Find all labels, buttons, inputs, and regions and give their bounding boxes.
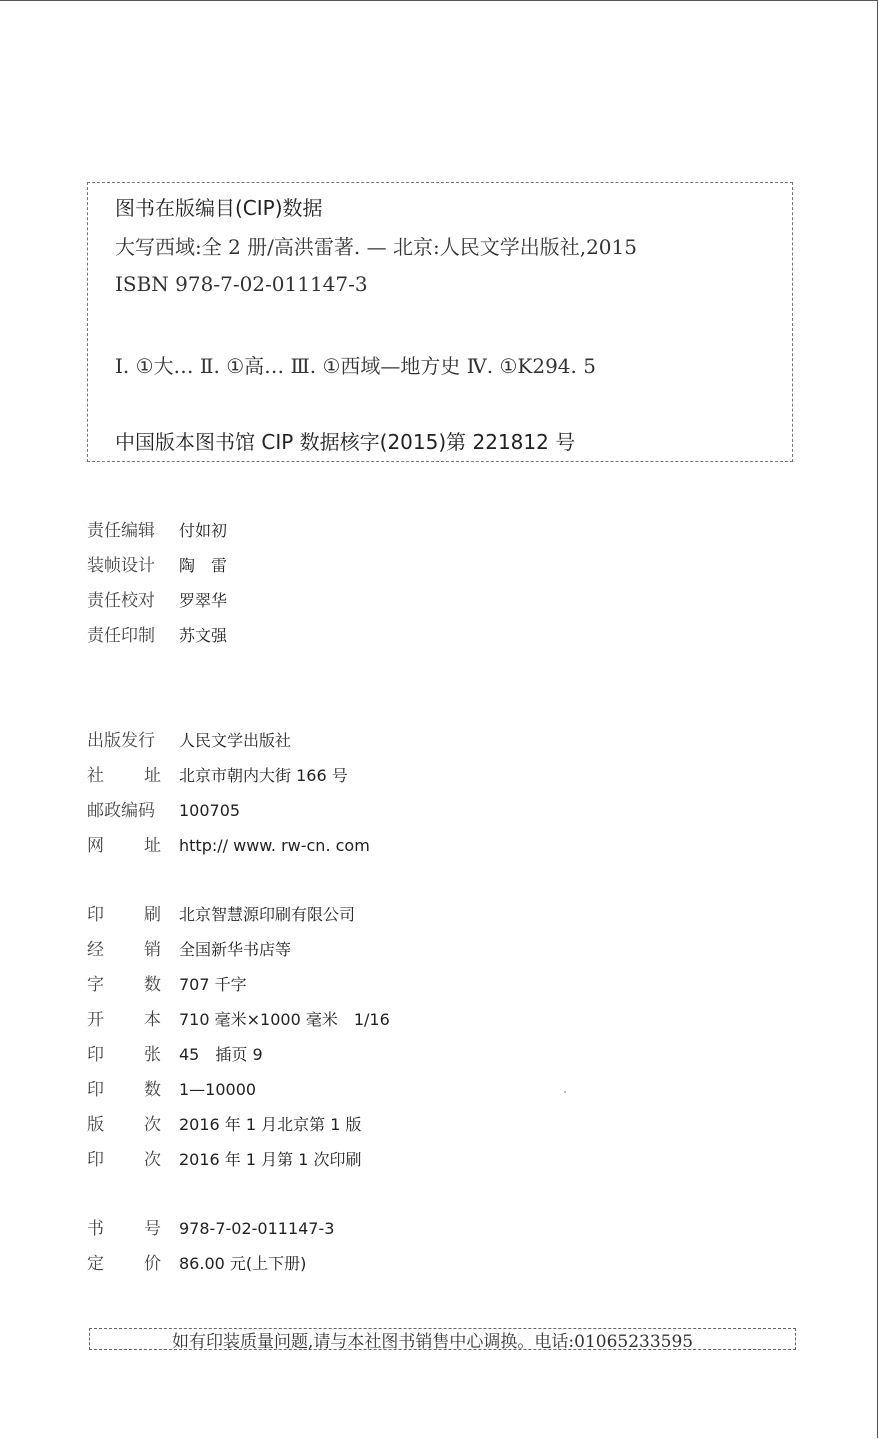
publisher-label: 网 址 <box>87 836 161 856</box>
cip-data-box <box>87 182 793 462</box>
printing-value: 2016 年 1 月北京第 1 版 <box>179 1115 362 1134</box>
pricing-label: 书 号 <box>87 1219 161 1239</box>
printing-value: 707 千字 <box>179 975 247 994</box>
credit-value: 陶 雷 <box>179 556 228 575</box>
notice-text: 如有印装质量问题,请与本社图书销售中心调换。电话:01065233595 <box>172 1332 694 1352</box>
publisher-value: 100705 <box>179 801 241 820</box>
printing-label: 印 次 <box>87 1150 161 1170</box>
printing-value: 全国新华书店等 <box>179 940 292 959</box>
publisher-value: 人民文学出版社 <box>179 731 292 750</box>
printing-label: 经 销 <box>87 940 161 960</box>
scan-speck <box>564 1091 566 1093</box>
credit-value: 苏文强 <box>179 626 228 645</box>
publisher-label: 出版发行 <box>87 731 155 751</box>
publisher-label: 邮政编码 <box>87 801 155 821</box>
credit-value: 罗翠华 <box>179 591 228 610</box>
printing-value: 710 毫米×1000 毫米 1/16 <box>179 1010 390 1029</box>
cip-title: 图书在版编目(CIP)数据 <box>115 196 323 220</box>
pricing-label: 定 价 <box>87 1254 161 1274</box>
credit-label: 责任校对 <box>87 591 155 611</box>
printing-label: 印 刷 <box>87 905 161 925</box>
printing-label: 印 张 <box>87 1045 161 1065</box>
credit-value: 付如初 <box>179 521 228 540</box>
printing-value: 45 插页 9 <box>179 1045 263 1064</box>
publisher-value: 北京市朝内大街 166 号 <box>179 766 348 785</box>
pricing-value: 86.00 元(上下册) <box>179 1254 307 1273</box>
cip-isbn-line: ISBN 978-7-02-011147-3 <box>115 272 368 296</box>
cip-book-line: 大写西域:全 2 册/高洪雷著. — 北京:人民文学出版社,2015 <box>115 235 637 259</box>
printing-value: 1—10000 <box>179 1080 257 1099</box>
pricing-value: 978-7-02-011147-3 <box>179 1219 335 1238</box>
cip-classification-line: Ⅰ. ①大… Ⅱ. ①高… Ⅲ. ①西域—地方史 Ⅳ. ①K294. 5 <box>115 354 596 378</box>
credit-label: 装帧设计 <box>87 556 155 576</box>
printing-label: 开 本 <box>87 1010 161 1030</box>
credit-label: 责任印制 <box>87 626 155 646</box>
cip-approval-number: 中国版本图书馆 CIP 数据核字(2015)第 221812 号 <box>115 430 576 454</box>
publisher-label: 社 址 <box>87 766 161 786</box>
printing-label: 印 数 <box>87 1080 161 1100</box>
printing-value: 2016 年 1 月第 1 次印刷 <box>179 1150 362 1169</box>
publisher-website[interactable]: http:// www. rw-cn. com <box>179 836 370 855</box>
printing-label: 版 次 <box>87 1115 161 1135</box>
printing-label: 字 数 <box>87 975 161 995</box>
credit-label: 责任编辑 <box>87 521 155 541</box>
printing-value: 北京智慧源印刷有限公司 <box>179 905 356 924</box>
